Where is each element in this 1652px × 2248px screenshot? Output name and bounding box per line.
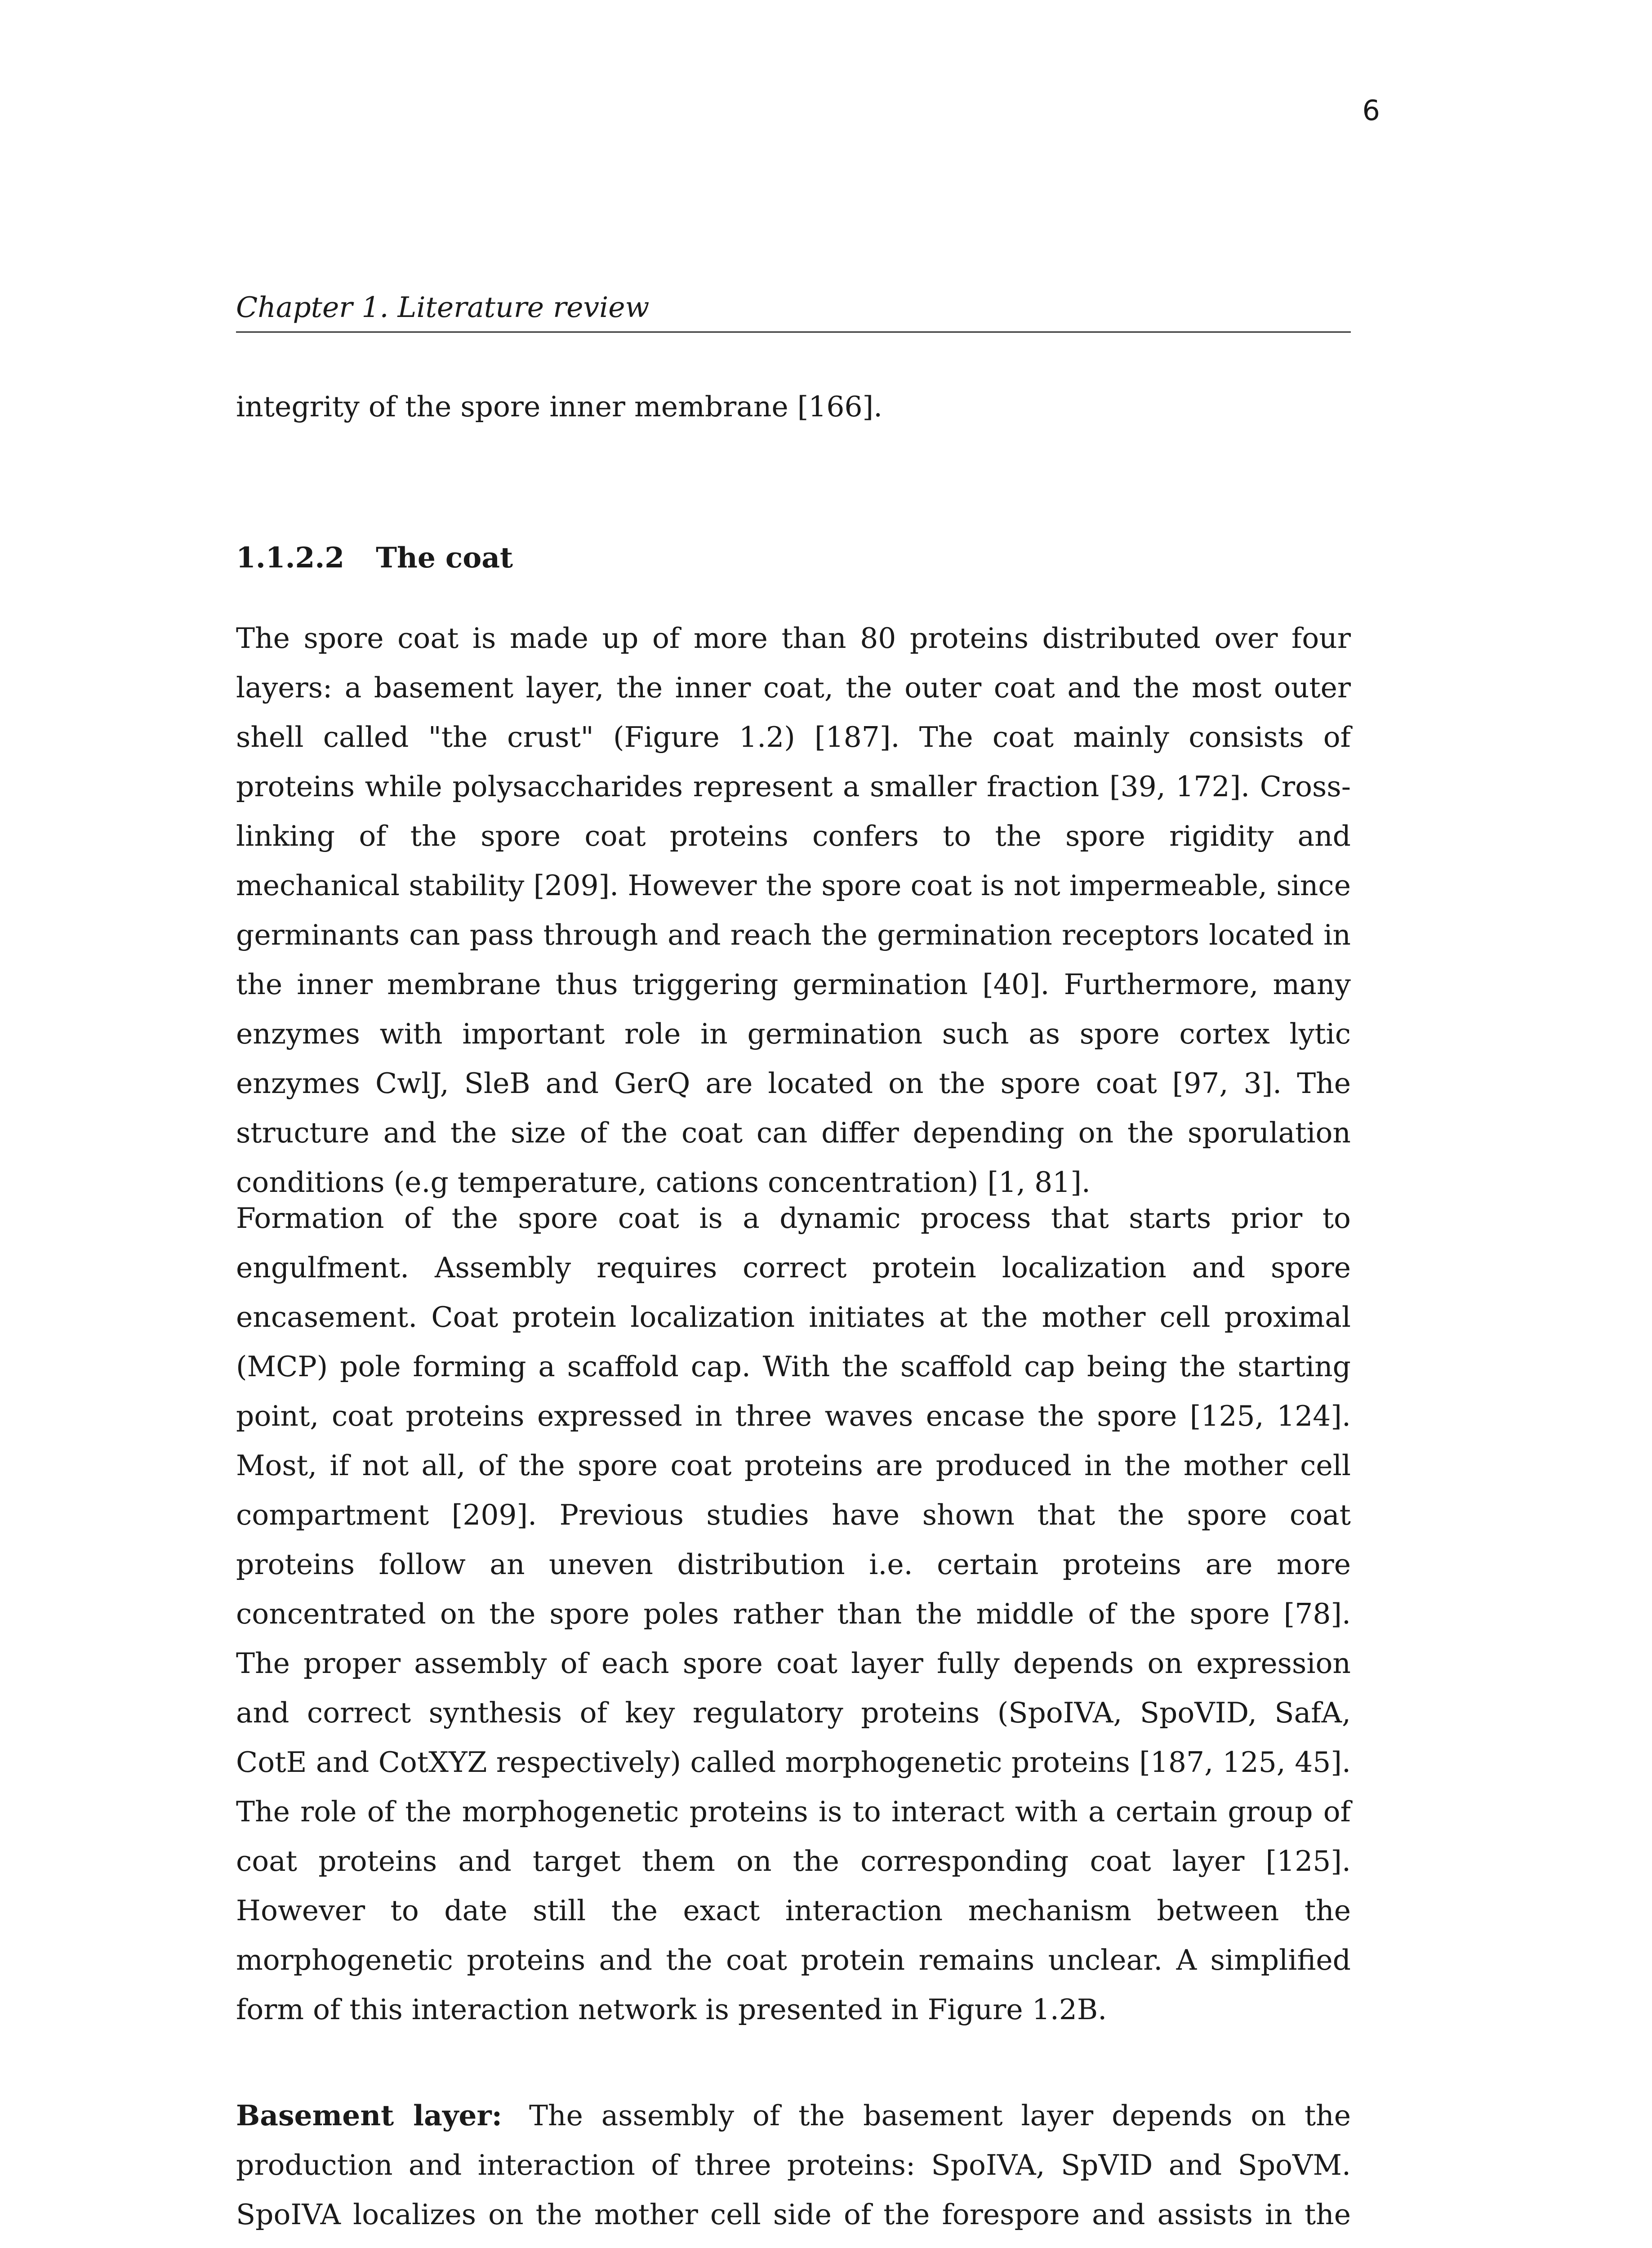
section-heading [236, 533, 513, 582]
paragraph-basement-layer [236, 2091, 1351, 2248]
section-number: 1.1.2.2 [236, 541, 345, 574]
basement-layer-label: Basement layer: [236, 2099, 502, 2132]
running-header [236, 281, 1351, 333]
paragraph-coat-composition: The spore coat is made up of more than 80 proteins distributed over four layers: a basement layer, the inner coat, the outer coat and the most outer shell called "the crust" (Figure 1.2) [187]. The coat mainly consists of proteins while polysaccharides represent a smaller fraction [39, 172]. Cross-linking of the spore coat proteins confers to the spore rigidity and mechanical stability [209]. However the spore coat is not impermeable, since germinants can pass through and reach the germination receptors located in the inner membrane thus triggering germination [40]. Furthermore, many enzymes with important role in germination such as spore cortex lytic enzymes CwlJ, SleB and GerQ are located on the spore coat [97, 3]. The structure and the size of the coat can differ depending on the sporulation conditions (e.g temperature, cations concentration) [1, 81]. [236, 622, 1351, 1199]
running-header-text: Chapter 1. Literature review [236, 291, 650, 324]
continuation-paragraph: integrity of the spore inner membrane [166]. [236, 390, 883, 423]
paragraph-coat-formation: Formation of the spore coat is a dynamic process that starts prior to engulfment. Assembly requires correct protein localization and spore encasement. Coat protein localization initiates at the mother cell proximal (MCP) pole forming a scaffold cap. With the scaffold cap being the starting point, coat proteins expressed in three waves encase the spore [125, 124]. Most, if not all, of the spore coat proteins are produced in the mother cell compartment [209]. Previous studies have shown that the spore coat proteins follow an uneven distribution i.e. certain proteins are more concentrated on the spore poles rather than the middle of the spore [78]. The proper assembly of each spore coat layer fully depends on expression and correct synthesis of key regulatory proteins (SpoIVA, SpoVID, SafA, CotE and CotXYZ respectively) called morphogenetic proteins [187, 125, 45]. The role of the morphogenetic proteins is to interact with a certain group of coat proteins and target them on the corresponding coat layer [125]. However to date still the exact interaction mechanism between the morphogenetic proteins and the coat protein remains unclear. A simplified form of this interaction network is presented in Figure 1.2B. [236, 1202, 1351, 2026]
basement-layer-text: The assembly of the basement layer depends on the production and interaction of three proteins: SpoIVA, SpVID and SpoVM. SpoIVA localizes on the mother cell side of the forespore and assists in the [236, 2099, 1351, 2231]
section-title: The coat [376, 541, 513, 574]
page-number: 6 [1362, 94, 1380, 127]
